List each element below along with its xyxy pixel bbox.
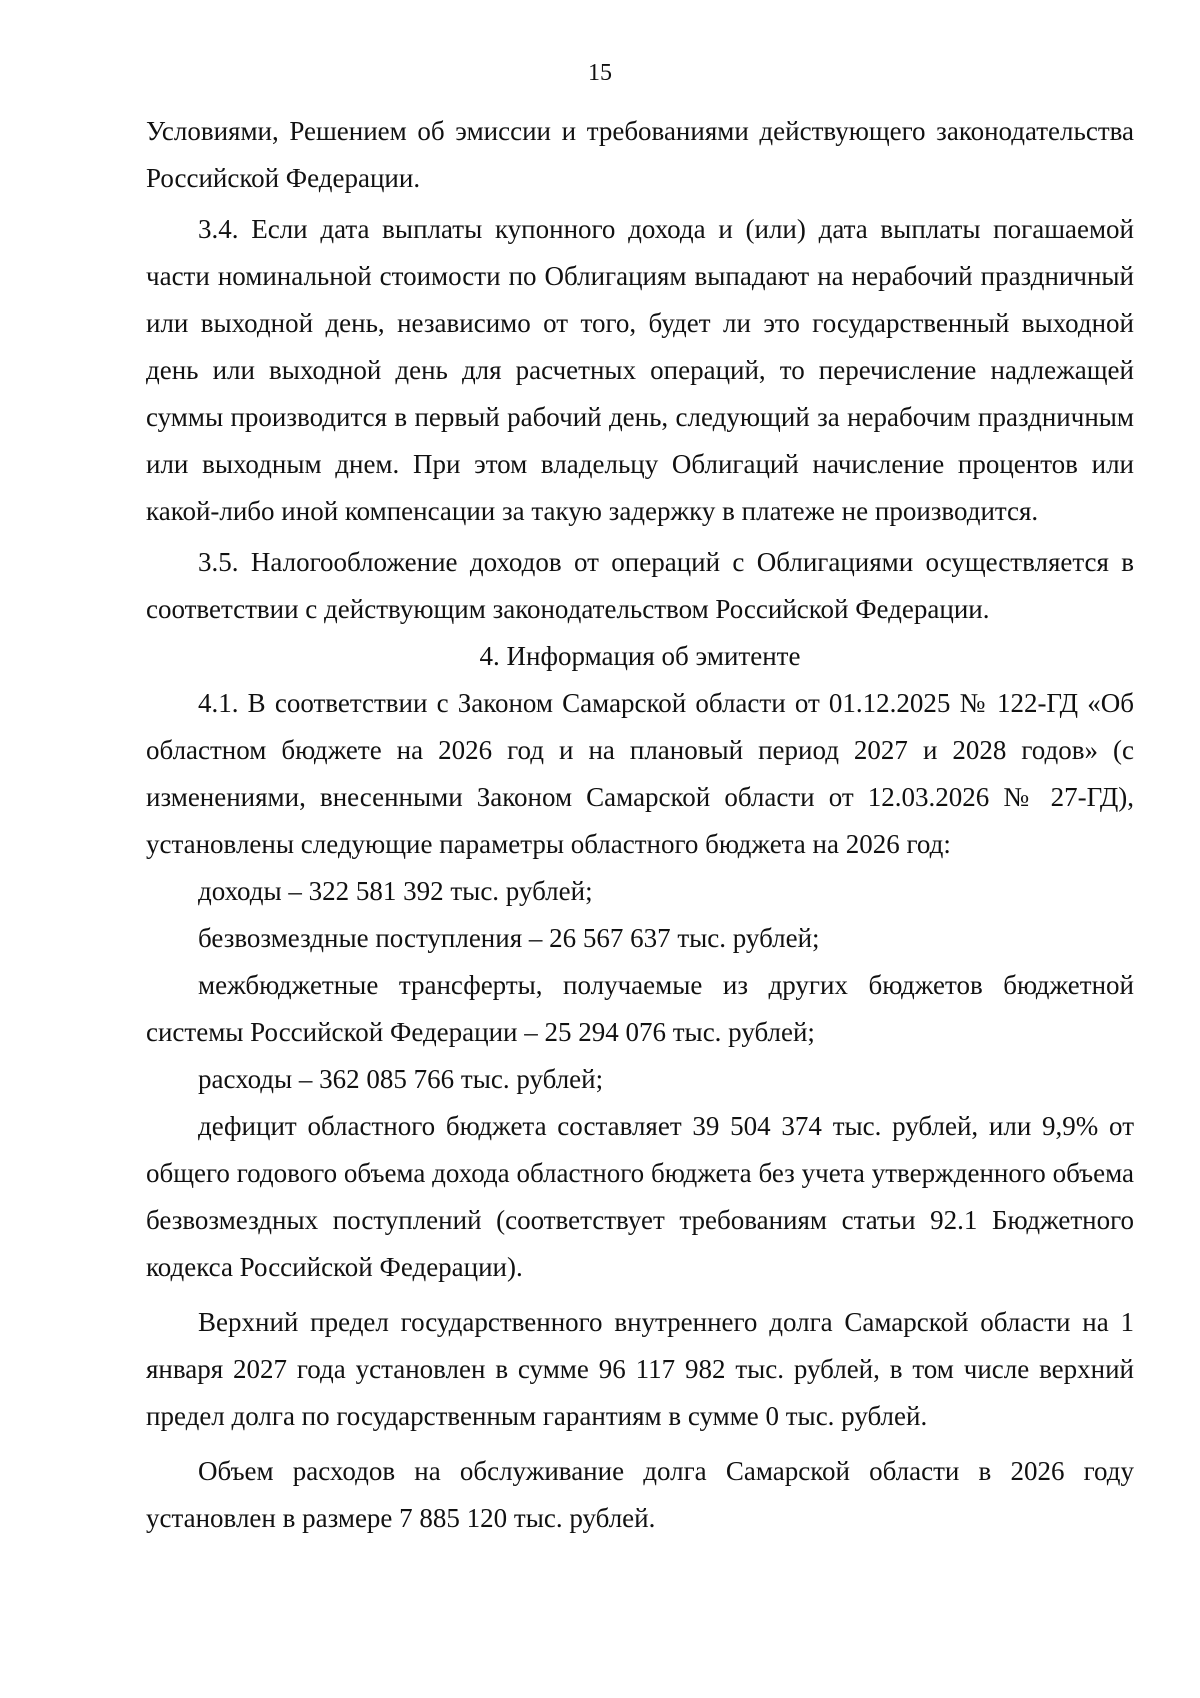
- page-number: 15: [588, 60, 612, 86]
- paragraph-continuation: Условиями, Решением об эмиссии и требованиями действующего законодательства Российской Федерации.: [146, 116, 1134, 193]
- budget-item-income: доходы – 322 581 392 тыс. рублей;: [198, 876, 593, 906]
- budget-item-deficit: дефицит областного бюджета составляет 39 504 374 тыс. рублей, или 9,9% от общего годового объема дохода областного бюджета без учета утвержденного объема безвозмездных поступлений (соответствует требованиям статьи 92.1 Бюджетного кодекса Российской Федерации).: [146, 1111, 1134, 1282]
- paragraph-debt-limit: Верхний предел государственного внутреннего долга Самарской области на 1 января 2027 года установлен в сумме 96 117 982 тыс. рублей, в том числе верхний предел долга по государственным гарантиям в сумме 0 тыс. рублей.: [146, 1307, 1134, 1431]
- paragraph-debt-service: Объем расходов на обслуживание долга Самарской области в 2026 году установлен в размере 7 885 120 тыс. рублей.: [146, 1456, 1134, 1533]
- document-body: [146, 108, 1134, 1542]
- budget-item-transfers: межбюджетные трансферты, получаемые из других бюджетов бюджетной системы Российской Федерации – 25 294 076 тыс. рублей;: [146, 970, 1134, 1047]
- budget-item-grants: безвозмездные поступления – 26 567 637 тыс. рублей;: [198, 923, 820, 953]
- section-heading-4: 4. Информация об эмитенте: [479, 641, 801, 671]
- budget-item-expenses: расходы – 362 085 766 тыс. рублей;: [198, 1064, 604, 1094]
- paragraph-4-1: 4.1. В соответствии с Законом Самарской области от 01.12.2025 № 122-ГД «Об областном бюджете на 2026 год и на плановый период 2027 и 2028 годов» (с изменениями, внесенными Законом Самарской области от 12.03.2026 № 27-ГД), установлены следующие параметры областного бюджета на 2026 год:: [146, 688, 1134, 859]
- paragraph-3-4: 3.4. Если дата выплаты купонного дохода и (или) дата выплаты погашаемой части номинальной стоимости по Облигациям выпадают на нерабочий праздничный или выходной день, независимо от того, будет ли это государственный выходной день или выходной день для расчетных операций, то перечисление надлежащей суммы производится в первый рабочий день, следующий за нерабочим праздничным или выходным днем. При этом владельцу Облигаций начисление процентов или какой-либо иной компенсации за такую задержку в платеже не производится.: [146, 214, 1134, 526]
- paragraph-3-5: 3.5. Налогообложение доходов от операций с Облигациями осуществляется в соответствии с действующим законодательством Российской Федерации.: [146, 547, 1134, 624]
